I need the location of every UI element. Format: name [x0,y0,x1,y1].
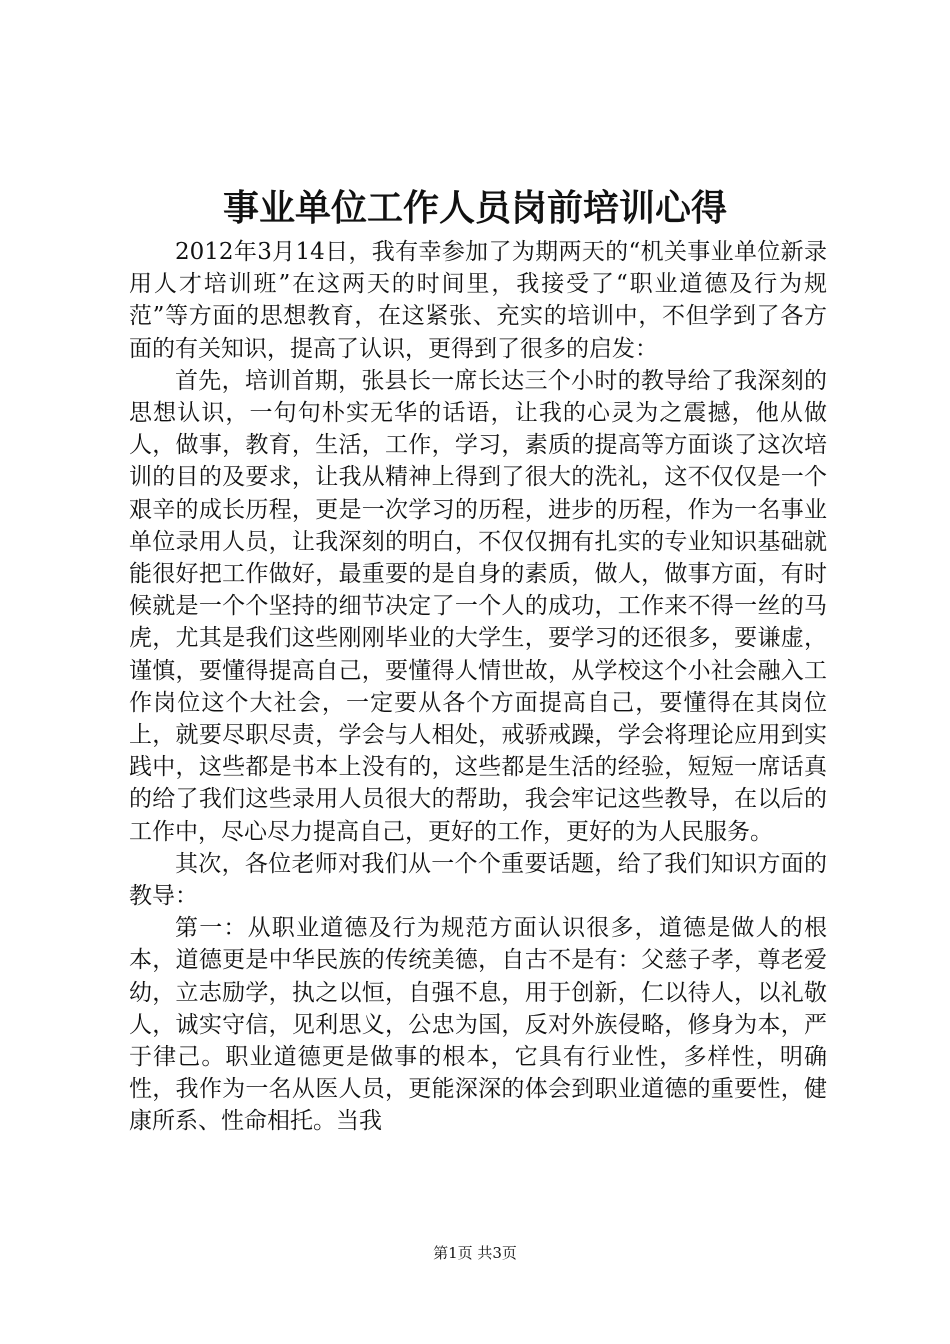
paragraph-intro: 2012年3月14日，我有幸参加了为期两天的“机关事业单位新录用人才培训班”在这两天的时间里，我接受了“职业道德及行为规范”等方面的思想教育，在这紧张、充实的培训中，不但学到了各方面的有关知识，提高了认识，更得到了很多的启发： [129,239,827,362]
document-title: 事业单位工作人员岗前培训心得 [222,187,727,229]
paragraph-ethics: 第一：从职业道德及行为规范方面认识很多，道德是做人的根本，道德更是中华民族的传统美德，自古不是有：父慈子孝，尊老爱幼，立志励学，执之以恒，自强不息，用于创新，仁以待人，以礼敬人，诚实守信，见利思义，公忠为国，反对外族侵略，修身为本，严于律己。职业道德更是做事的根本，它具有行业性，多样性，明确性，我作为一名从医人员，更能深深的体会到职业道德的重要性，健康所系、性命相托。当我 [129,915,827,1135]
document-body [129,236,827,1138]
paragraph-second-point: 其次，各位老师对我们从一个个重要话题，给了我们知识方面的教导： [129,850,827,910]
page-number-footer: 第1页 共3页 [433,1244,517,1262]
paragraph-first-point: 首先，培训首期，张县长一席长达三个小时的教导给了我深刻的思想认识，一句句朴实无华的话语，让我的心灵为之震撼，他从做人，做事，教育，生活，工作，学习，素质的提高等方面谈了这次培训的目的及要求，让我从精神上得到了很大的洗礼，这不仅仅是一个艰辛的成长历程，更是一次学习的历程，进步的历程，作为一名事业单位录用人员，让我深刻的明白，不仅仅拥有扎实的专业知识基础就能很好把工作做好，最重要的是自身的素质，做人，做事方面，有时候就是一个个坚持的细节决定了一个人的成功，工作来不得一丝的马虎，尤其是我们这些刚刚毕业的大学生，要学习的还很多，要谦虚，谨慎，要懂得提高自己，要懂得人情世故，从学校这个小社会融入工作岗位这个大社会，一定要从各个方面提高自己，要懂得在其岗位上，就要尽职尽责，学会与人相处，戒骄戒躁，学会将理论应用到实践中，这些都是书本上没有的，这些都是生活的经验，短短一席话真的给了我们这些录用人员很大的帮助，我会牢记这些教导，在以后的工作中，尽心尽力提高自己，更好的工作，更好的为人民服务。 [129,367,827,845]
